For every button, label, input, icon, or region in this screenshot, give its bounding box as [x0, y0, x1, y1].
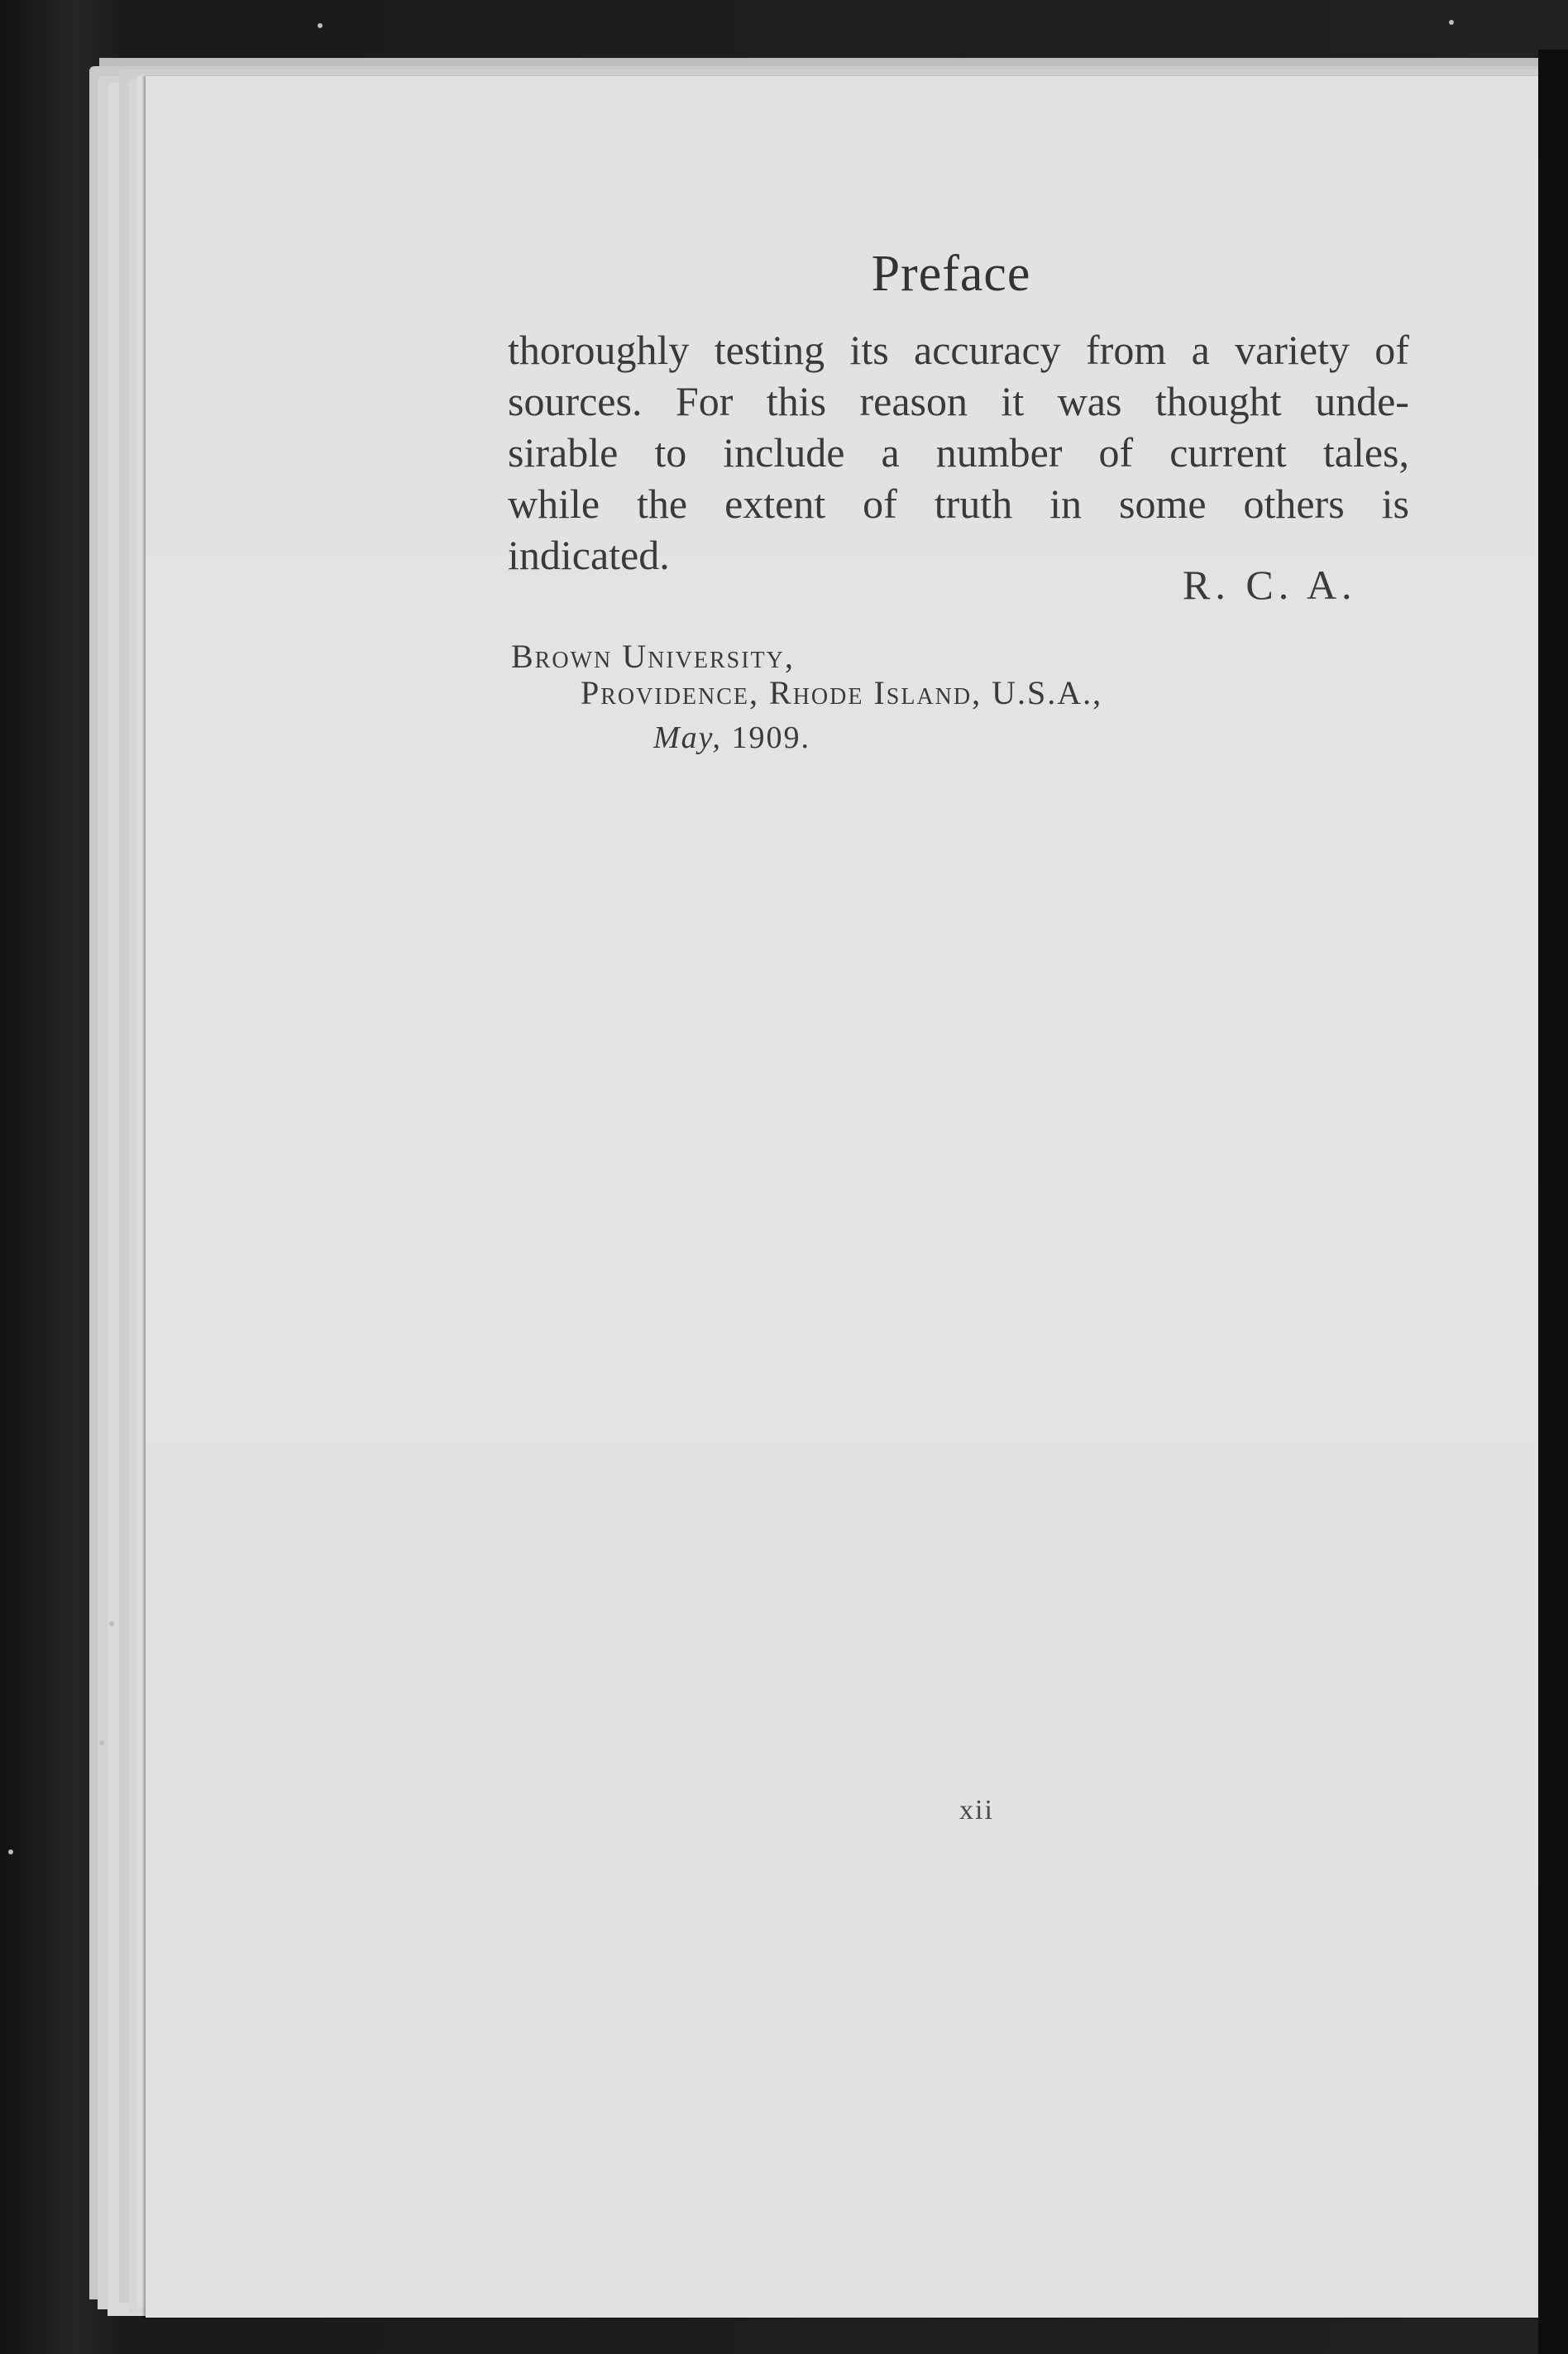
body-word: variety	[1235, 327, 1350, 373]
body-word: to	[654, 429, 687, 476]
date-month: May,	[653, 720, 722, 755]
body-word: of	[863, 481, 897, 527]
body-word: current	[1169, 429, 1287, 476]
body-word: others	[1243, 481, 1345, 527]
body-word: sources.	[508, 378, 643, 424]
body-word: a	[881, 429, 900, 476]
body-word: while	[508, 481, 600, 527]
body-word: For	[675, 378, 734, 424]
body-word: truth	[934, 481, 1013, 527]
body-word: some	[1118, 481, 1207, 527]
body-word: reason	[859, 378, 968, 424]
body-word: thoroughly	[508, 327, 690, 373]
body-word: sirable	[508, 429, 619, 476]
body-word: is	[1381, 481, 1409, 527]
body-word: number	[935, 429, 1063, 476]
body-word: from	[1086, 327, 1167, 373]
date-year: 1909.	[731, 720, 810, 755]
body-word: thought	[1154, 378, 1282, 424]
running-head: Preface	[871, 246, 1031, 302]
address-line-place: Providence, Rhode Island, U.S.A.,	[581, 674, 1103, 711]
author-initials: R. C. A.	[1183, 562, 1357, 608]
body-word: this	[766, 378, 827, 424]
address-line-date	[653, 720, 810, 756]
body-word: it	[1001, 378, 1025, 424]
body-word: of	[1374, 327, 1409, 373]
body-word: extent	[724, 481, 826, 527]
body-line	[508, 478, 1409, 529]
body-word: include	[723, 429, 845, 476]
body-word: of	[1098, 429, 1134, 476]
body-word: unde-	[1315, 378, 1409, 424]
address-line-institution: Brown University,	[511, 638, 795, 675]
body-word: a	[1191, 327, 1210, 373]
body-word: accuracy	[914, 327, 1061, 373]
body-word: tales,	[1322, 429, 1409, 476]
body-word: in	[1049, 481, 1083, 527]
body-word: indicated.	[508, 532, 670, 578]
body-line	[508, 324, 1409, 376]
body-word: its	[849, 327, 889, 373]
body-word: the	[637, 481, 688, 527]
body-word: was	[1057, 378, 1122, 424]
preface-body-text	[508, 324, 1409, 581]
page-number: xii	[959, 1795, 994, 1825]
body-word: testing	[714, 327, 825, 373]
body-line	[508, 427, 1409, 478]
body-line	[508, 376, 1409, 427]
